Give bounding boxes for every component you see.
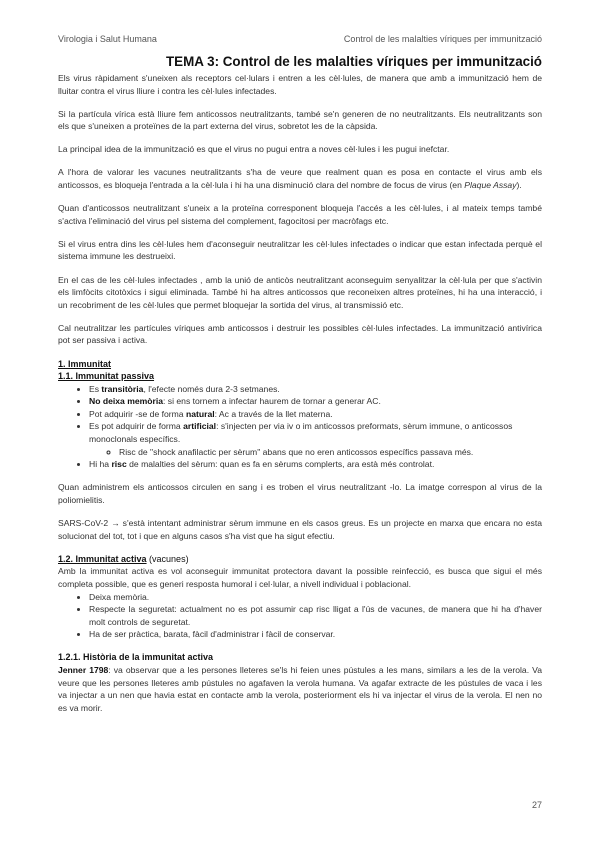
mid-paragraph-4: Cal neutralitzar les partícules víriques amb anticossos i destruir les possibles cèl·lules infectades. La immunització antivírica pot ser passiva i activa.	[58, 322, 542, 346]
jenner-paragraph	[58, 664, 542, 714]
list-item	[89, 458, 542, 471]
active-immunity-list	[58, 591, 542, 641]
passive-immunity-list	[58, 383, 542, 471]
item-text: Hi ha	[89, 459, 112, 470]
item-bold: transitòria	[101, 383, 144, 394]
item-text: de malalties del sèrum: quan es fa en sèrums complerts, ara està més controlat.	[126, 459, 435, 470]
plaque-paragraph	[58, 166, 542, 191]
subsection-heading-activa	[58, 553, 542, 566]
subsection-heading-historia: 1.2.1. Història de la immunitat activa	[58, 652, 214, 663]
sub-list	[89, 446, 542, 459]
item-text: Es pot adquirir de forma	[89, 421, 184, 432]
intro-paragraph-2: Si la partícula vírica està lliure fem anticossos neutralitzants, també se'n generen de no neutralitzants. Els neutralitzants son els que s'uneixen a proteïnes de la part externa del virus, sobretot les de la càpsida.	[58, 108, 542, 132]
heading-suffix: (vacunes)	[146, 553, 189, 564]
item-bold: No deixa memòria	[89, 396, 164, 407]
section-heading-immunitat: 1. Immunitat	[58, 358, 112, 369]
header-left: Virologia i Salut Humana	[58, 34, 157, 44]
item-text: , l'efecte només dura 2-3 setmanes.	[143, 383, 280, 394]
mid-paragraph-1: Quan d'anticossos neutralitzant s'uneix a la proteïna corresponent bloqueja l'accés a les cèl·lules, i al mateix temps també s'activa l'eliminació del virus pel sistema del complement, fagocitosi per macròfags etc.	[58, 203, 542, 226]
intro-paragraph-3: La principal idea de la immunització es que el virus no pugui entra a noves cèl·lules i les pugui inefctar.	[58, 144, 450, 155]
jenner-text: : va observar que a les persones lleteres se'ls hi feien unes pústules a les mans, similars a les de la verola. Va veure que les persones lleteres amb pústules no agafaven la verola humana. Va agafar extracte de les pústules de vaca i les va injectar a un nen que havia estat en contacte amb la verola, posteriorment els hi va injectar el virus de la verola. El nen no es va morir.	[58, 664, 543, 713]
intro-paragraph-1: Els virus ràpidament s'uneixen als receptors cel·lulars i entren a les cèl·lules, de manera que amb a immunització hem de lluitar contra el virus lliure i contra les cèl·lules infectades.	[58, 73, 542, 96]
list-item	[89, 383, 542, 396]
item-bold: natural	[185, 408, 215, 419]
list-item	[89, 420, 542, 458]
plaque-text-before: A l'hora de valorar les vacunes neutralitzants s'ha de veure que realment quan es posa en contacte el virus amb els anticossos, es bloqueja l'entrada a la cèl·lula i hi ha una disminució clara del nombre de focus de virus (en	[58, 167, 542, 191]
item-text: : Ac a través de la llet materna.	[214, 408, 333, 419]
mid-paragraph-3: En el cas de les cèl·lules infectades , amb la unió de anticòs neutralitzant aconseguim senyalitzar la cèl·lula per que s'activin els limfòcits citotòxics i sigui eliminada. També hi ha altres anticossos que reconeixen altres proteïnes, hi ha una interacció, i un recobriment de les cèl·lules que permet bloquejar la sortida del virus, al transmissió etc.	[58, 274, 542, 310]
item-text: : s'injecten per via iv o im anticossos preformats, sèrum immune, o anticossos monoclonals específics.	[89, 421, 513, 445]
header-right: Control de les malalties víriques per immunització	[343, 34, 542, 44]
item-text: Pot adquirir -se de forma	[89, 408, 186, 419]
mid-paragraph-2: Si el virus entra dins les cèl·lules hem d'aconseguir neutralitzar les cèl·lules infectades o indicar que estan infectada perquè el sistema immune les destrueixi.	[58, 238, 542, 262]
page-header	[58, 34, 542, 44]
item-bold: artificial	[183, 421, 217, 432]
list-item: • Deixa memòria.	[89, 591, 542, 604]
after-paragraph-1: Quan administrem els anticossos circulen en sang i es troben el virus neutralitzant -lo. La imatge correspon al virus de la poliomielitis.	[58, 482, 542, 505]
sub-list-item: ◦ Risc de "shock anafilactic per sèrum" abans que no eren anticossos específics passava més.	[119, 446, 542, 459]
item-text: Es	[89, 383, 102, 394]
page-content	[58, 54, 542, 725]
plaque-assay-term: Plaque Assay	[464, 180, 517, 191]
plaque-text-after: ).	[516, 180, 522, 191]
list-item	[89, 395, 542, 408]
jenner-bold: Jenner 1798	[58, 664, 109, 675]
subsection-heading-passiva: 1.1. Immunitat passiva	[58, 371, 155, 382]
list-item: • Respecte la seguretat: actualment no es pot assumir cap risc lligat a l'ús de vacunes, de manera que hi ha d'haver molt controls de seguretat.	[89, 603, 542, 628]
active-immunity-paragraph: Amb la immunitat activa es vol aconseguir immunitat protectora davant la possible reinfecció, es busca que sigui el més completa possible, que es generi resposta humoral i cel·lular, a nivell individual i poblacional.	[58, 566, 542, 589]
item-bold: risc	[111, 459, 127, 470]
item-text: : si ens tornem a infectar haurem de tornar a generar AC.	[163, 396, 381, 407]
page-title: TEMA 3: Control de les malalties víriques per immunització	[165, 54, 542, 69]
heading-text: 1.2. Immunitat activa	[58, 553, 147, 564]
page-number: 27	[531, 800, 542, 810]
after-paragraph-2: SARS-CoV-2 → s'està intentant administrar sèrum immune en els casos greus. Es un projecte en marxa que encara no esta solucionat del tot, tot i que en alguns casos s'ha vist que ha sigut efectiu.	[58, 518, 542, 541]
list-item	[89, 408, 542, 421]
list-item: • Ha de ser pràctica, barata, fàcil d'administrar i fàcil de conservar.	[89, 628, 542, 641]
